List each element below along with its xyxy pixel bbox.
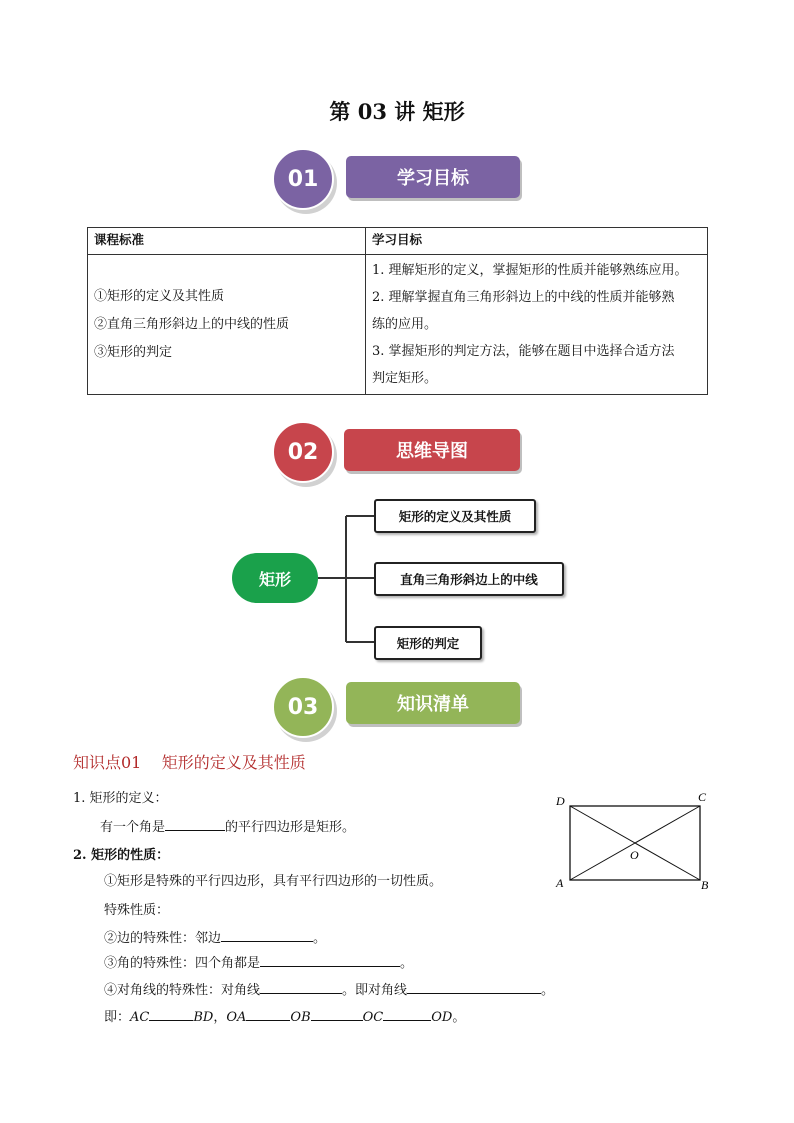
mindmap-branch-judgement: 矩形的判定 (374, 626, 482, 660)
eq-ac: AC (130, 1010, 150, 1025)
label-a: A (556, 876, 564, 890)
eq-end: 。 (452, 1010, 466, 1025)
definition-line (100, 816, 355, 835)
definition-pre: 有一个角是 (100, 820, 166, 835)
edge-post: 。 (313, 931, 327, 946)
eq-oa: OA (226, 1010, 247, 1025)
section-tab-mindmap: 思维导图 (344, 429, 520, 471)
diag-mid: 。即对角线 (342, 983, 408, 998)
diag-post: 。 (541, 983, 555, 998)
eq-oc: OC (362, 1010, 384, 1025)
mindmap-branch-median: 直角三角形斜边上的中线 (374, 562, 564, 596)
objective-line: 练的应用。 (372, 317, 438, 332)
label-b: B (701, 878, 709, 892)
property-angle (104, 952, 413, 971)
fill-blank[interactable] (407, 980, 541, 994)
objectives-cell (366, 255, 708, 395)
section-tab-knowledge: 知识清单 (346, 682, 520, 724)
edge-pre: ②边的特殊性：邻边 (104, 931, 222, 946)
property-diagonal (104, 979, 554, 998)
table-header-standard: 课程标准 (88, 228, 366, 255)
eq-ob: OB (290, 1010, 311, 1025)
objective-line: 2. 理解掌握直角三角形斜边上的中线的性质并能够熟 (372, 290, 675, 305)
knowledge-heading: 知识点01 矩形的定义及其性质 (73, 753, 306, 772)
eq-prefix: 即： (104, 1010, 131, 1025)
eq-bd: BD (193, 1010, 214, 1025)
property-edge (104, 927, 326, 946)
angle-post: 。 (400, 956, 414, 971)
standards-cell (88, 255, 366, 395)
fill-blank[interactable] (149, 1007, 193, 1021)
property-general: ①矩形是特殊的平行四边形，具有平行四边形的一切性质。 (104, 874, 443, 889)
rectangle-figure (548, 790, 718, 900)
diag-pre: ④对角线的特殊性：对角线 (104, 983, 261, 998)
label-o: O (630, 848, 639, 862)
mindmap-root: 矩形 (232, 553, 318, 603)
fill-blank[interactable] (260, 980, 342, 994)
standard-item: ①矩形的定义及其性质 (94, 288, 225, 304)
fill-blank[interactable] (246, 1007, 290, 1021)
page-title: 第 03 讲 矩形 (329, 99, 465, 124)
section-tab-goals: 学习目标 (346, 156, 520, 198)
label-c: C (698, 790, 707, 804)
goals-table (87, 227, 708, 395)
section-badge-03: 03 (272, 676, 334, 738)
label-d: D (556, 794, 565, 808)
eq-sep: ， (213, 1010, 227, 1025)
fill-blank[interactable] (221, 928, 313, 942)
fill-blank[interactable] (383, 1007, 431, 1021)
standard-item: ②直角三角形斜边上的中线的性质 (94, 316, 290, 332)
diagonal-equation (104, 1006, 465, 1025)
objective-line: 判定矩形。 (372, 371, 438, 386)
section-badge-01: 01 (272, 148, 334, 210)
table-header-objective: 学习目标 (366, 228, 708, 255)
objective-line: 3. 掌握矩形的判定方法，能够在题目中选择合适方法 (372, 344, 675, 359)
fill-blank[interactable] (260, 953, 400, 967)
special-properties-label: 特殊性质： (104, 903, 170, 918)
fill-blank[interactable] (311, 1007, 363, 1021)
standard-item: ③矩形的判定 (94, 344, 173, 360)
fill-blank[interactable] (165, 817, 225, 831)
mindmap-branch-definition: 矩形的定义及其性质 (374, 499, 536, 533)
properties-title: 2. 矩形的性质： (73, 848, 170, 863)
definition-title: 1. 矩形的定义： (73, 791, 168, 806)
angle-pre: ③角的特殊性：四个角都是 (104, 956, 261, 971)
definition-post: 的平行四边形是矩形。 (225, 820, 356, 835)
eq-od: OD (431, 1010, 453, 1025)
section-badge-02: 02 (272, 421, 334, 483)
objective-line: 1. 理解矩形的定义，掌握矩形的性质并能够熟练应用。 (372, 263, 688, 278)
